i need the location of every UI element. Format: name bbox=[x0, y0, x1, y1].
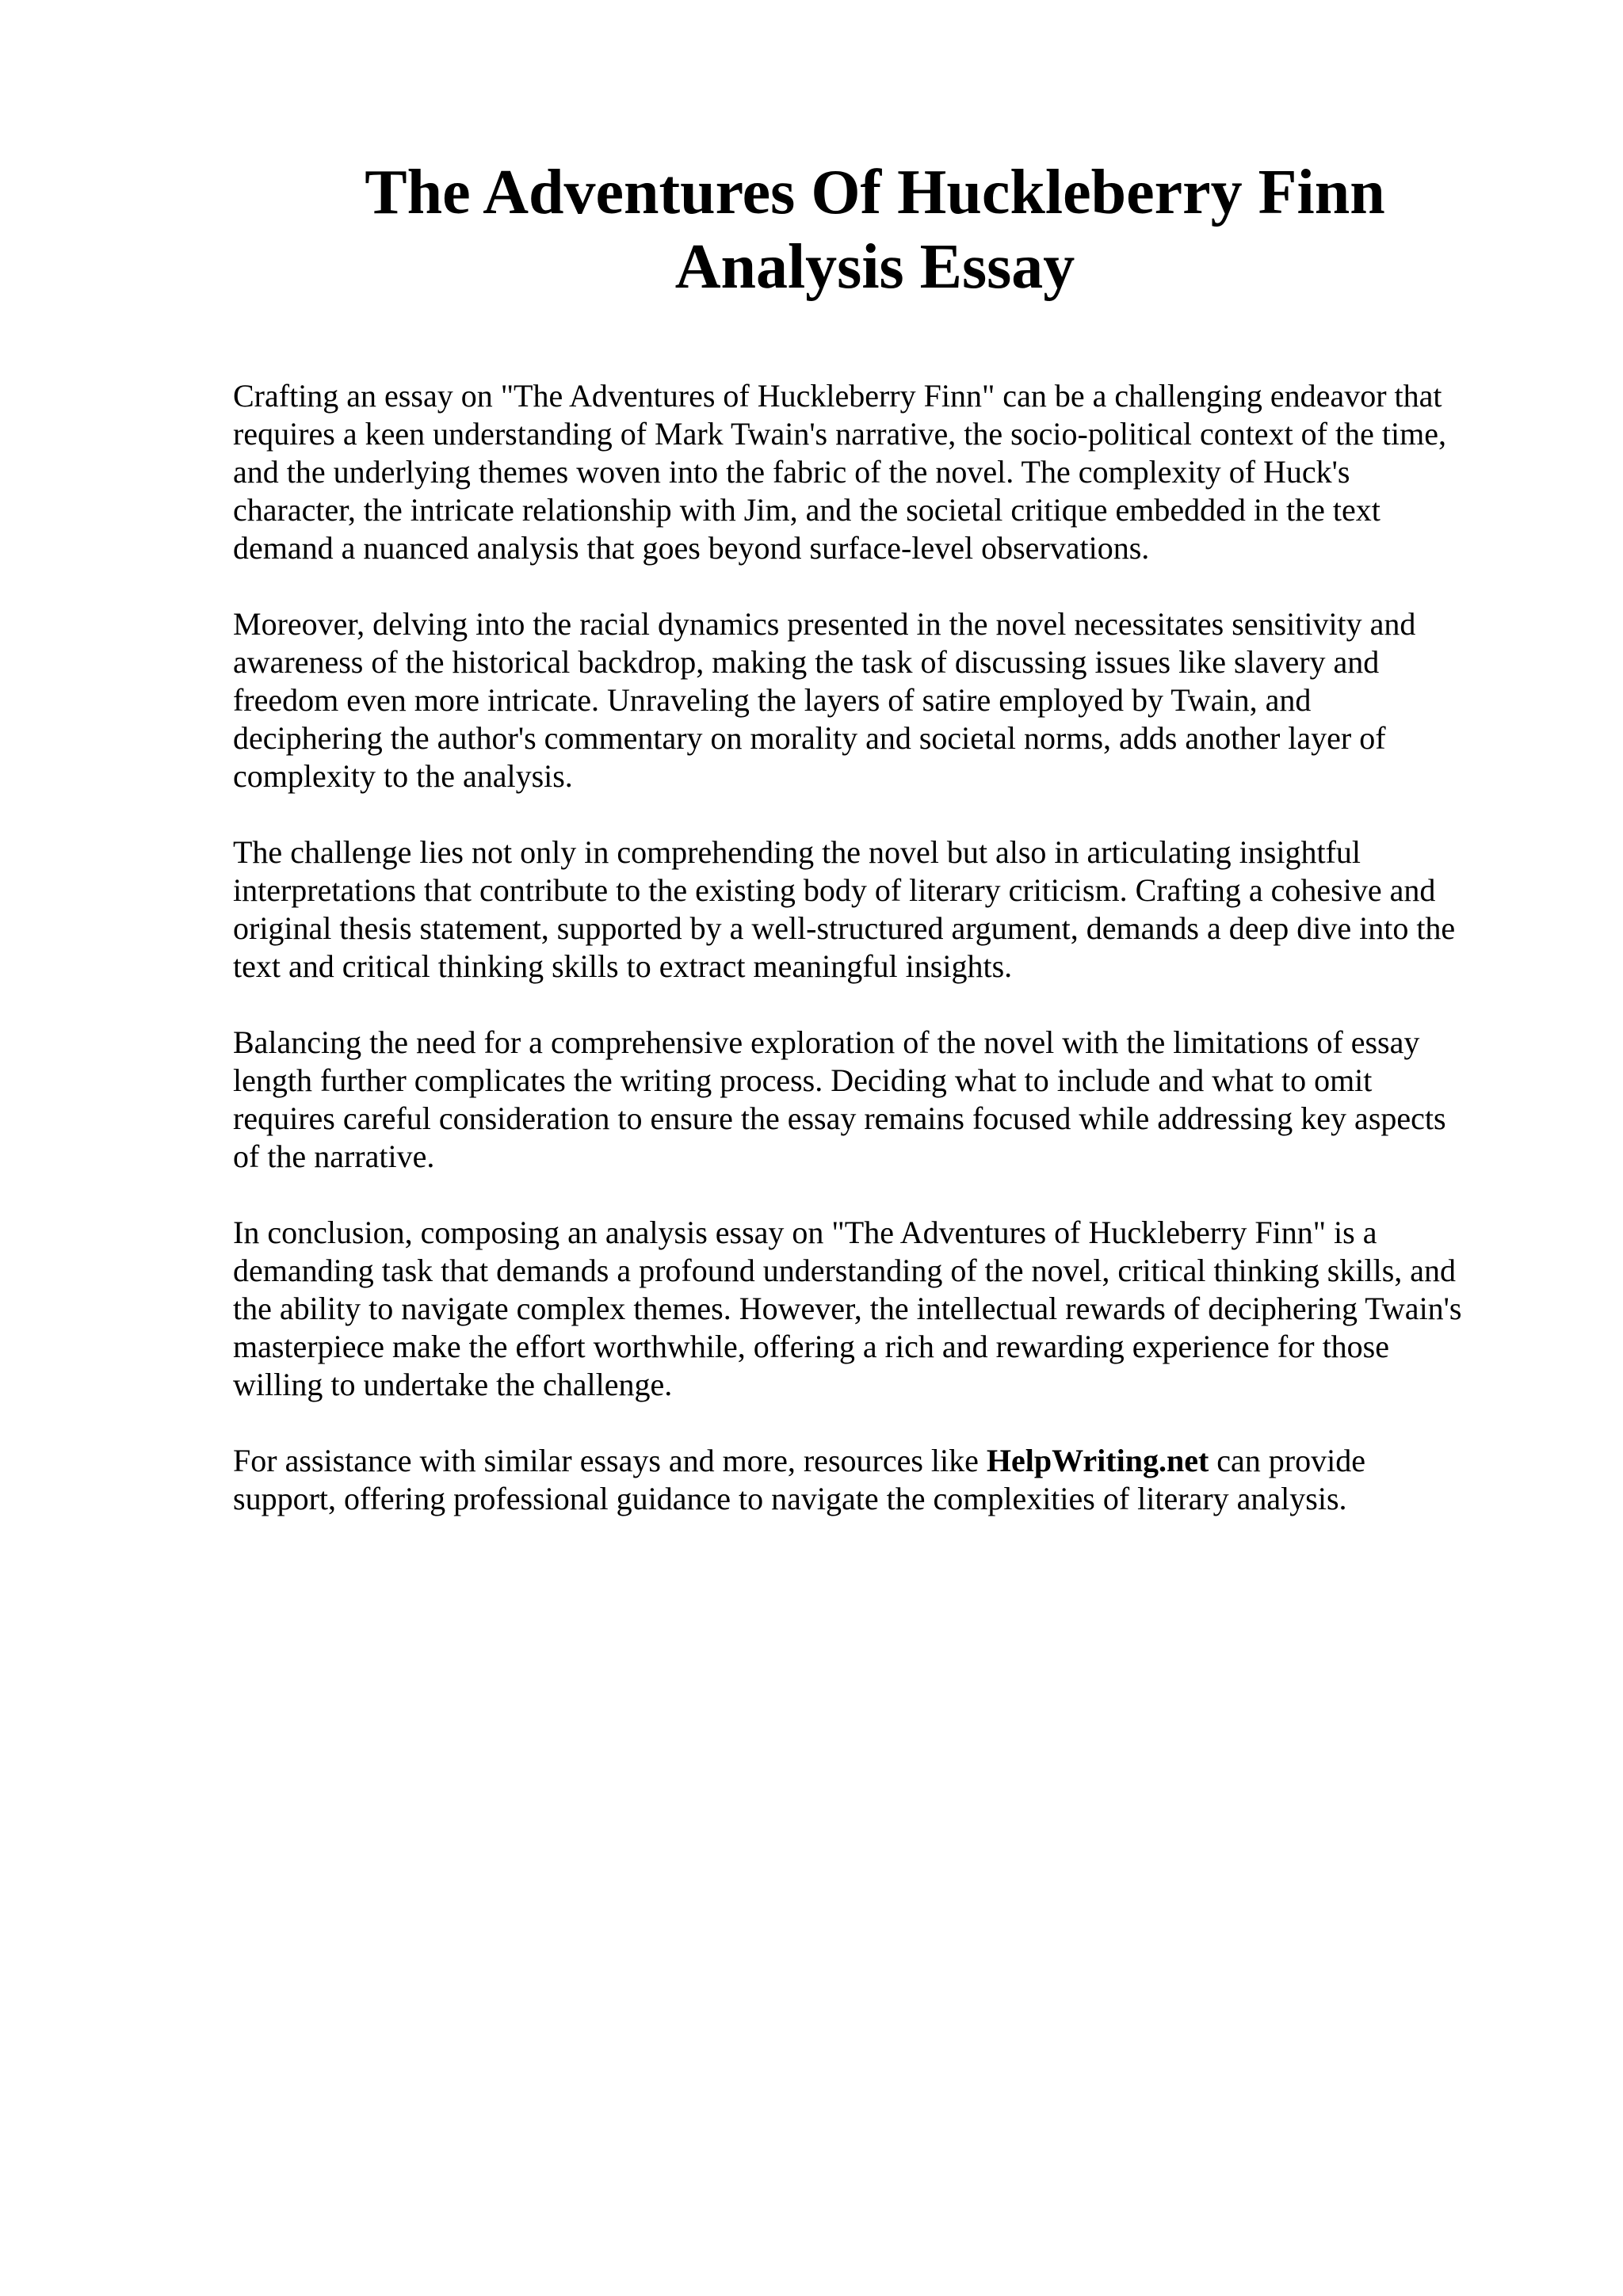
text-line: In conclusion, composing an analysis essay on "The Adventures of Huckleberry Finn" is a bbox=[233, 1215, 1377, 1250]
page-title bbox=[233, 155, 1517, 304]
closing-text-before-link: For assistance with similar essays and more, resources like bbox=[233, 1443, 987, 1478]
paragraph-3 bbox=[233, 833, 1549, 986]
title-line: The Adventures Of Huckleberry Finn bbox=[365, 158, 1385, 227]
paragraph-4 bbox=[233, 1024, 1549, 1176]
paragraph-closing bbox=[233, 1442, 1549, 1518]
text-line: text and critical thinking skills to extract meaningful insights. bbox=[233, 948, 1013, 984]
essay-body bbox=[233, 377, 1549, 1556]
text-line: complexity to the analysis. bbox=[233, 758, 573, 794]
text-line: deciphering the author's commentary on morality and societal norms, adds another layer of bbox=[233, 720, 1386, 756]
text-line: demand a nuanced analysis that goes beyond surface-level observations. bbox=[233, 530, 1150, 566]
text-line bbox=[233, 1442, 1549, 1480]
text-line: willing to undertake the challenge. bbox=[233, 1367, 673, 1402]
text-line: the ability to navigate complex themes. However, the intellectual rewards of deciphering Twain's bbox=[233, 1291, 1462, 1326]
paragraph-2 bbox=[233, 605, 1549, 795]
text-line: awareness of the historical backdrop, making the task of discussing issues like slavery and bbox=[233, 644, 1380, 680]
text-line: requires a keen understanding of Mark Twain's narrative, the socio-political context of the time, bbox=[233, 416, 1446, 452]
text-line: requires careful consideration to ensure the essay remains focused while addressing key aspects bbox=[233, 1100, 1446, 1136]
title-line: Analysis Essay bbox=[674, 232, 1075, 302]
closing-text-after-link: can provide bbox=[1209, 1443, 1365, 1478]
text-line: of the narrative. bbox=[233, 1138, 435, 1174]
text-line: demanding task that demands a profound understanding of the novel, critical thinking skills, and bbox=[233, 1253, 1457, 1288]
text-line: original thesis statement, supported by a well-structured argument, demands a deep dive into the bbox=[233, 910, 1456, 946]
text-line: and the underlying themes woven into the fabric of the novel. The complexity of Huck's bbox=[233, 454, 1350, 490]
text-line: The challenge lies not only in comprehending the novel but also in articulating insightful bbox=[233, 834, 1361, 870]
text-line: interpretations that contribute to the existing body of literary criticism. Crafting a cohesive and bbox=[233, 872, 1436, 908]
paragraph-1 bbox=[233, 377, 1549, 567]
text-line: freedom even more intricate. Unraveling the layers of satire employed by Twain, and bbox=[233, 682, 1312, 718]
helpwriting-link[interactable]: HelpWriting.net bbox=[986, 1443, 1209, 1478]
paragraph-5 bbox=[233, 1214, 1549, 1404]
text-line: length further complicates the writing process. Deciding what to include and what to omit bbox=[233, 1062, 1373, 1098]
text-line: Crafting an essay on "The Adventures of Huckleberry Finn" can be a challenging endeavor that bbox=[233, 378, 1442, 414]
text-line: masterpiece make the effort worthwhile, offering a rich and rewarding experience for those bbox=[233, 1329, 1390, 1364]
text-line: character, the intricate relationship with Jim, and the societal critique embedded in the text bbox=[233, 492, 1381, 528]
text-line: support, offering professional guidance to navigate the complexities of literary analysis. bbox=[233, 1481, 1347, 1516]
text-line: Balancing the need for a comprehensive exploration of the novel with the limitations of essay bbox=[233, 1024, 1420, 1060]
text-line: Moreover, delving into the racial dynamics presented in the novel necessitates sensitivity and bbox=[233, 606, 1416, 642]
